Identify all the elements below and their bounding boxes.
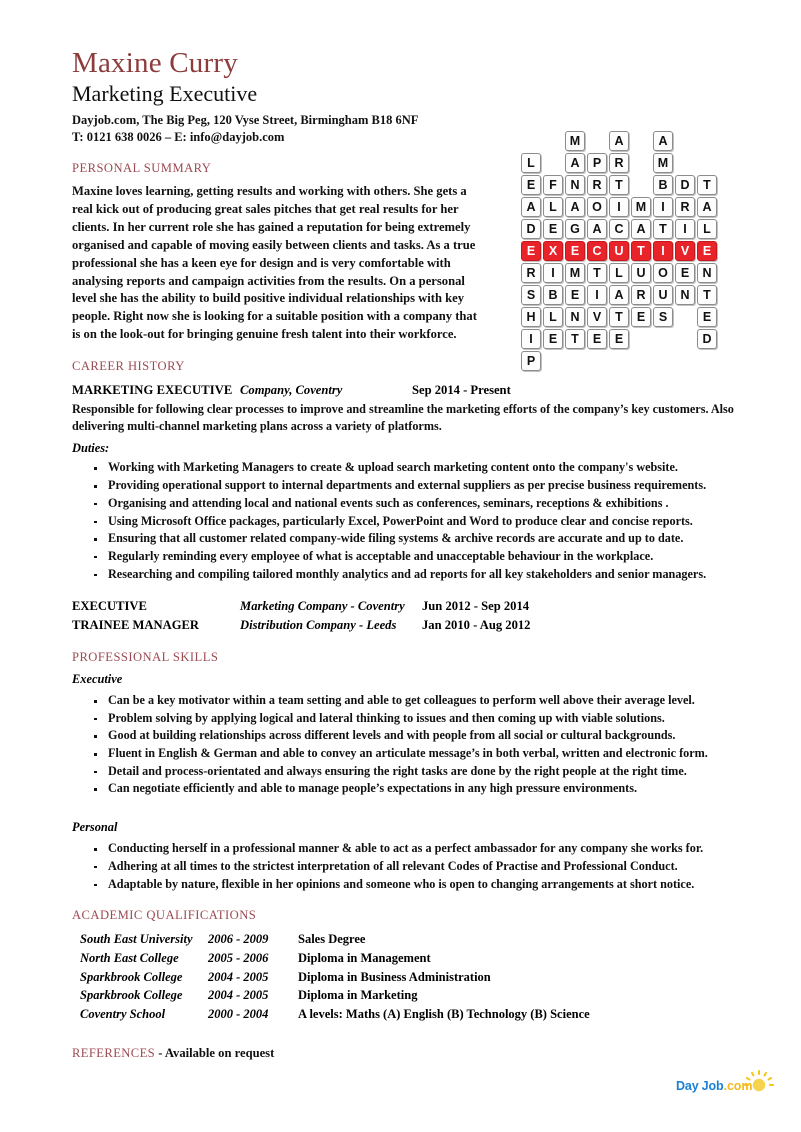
- crossword-cell: A: [587, 219, 607, 239]
- crossword-cell: N: [675, 285, 695, 305]
- crossword-cell: R: [521, 263, 541, 283]
- crossword-cell: G: [565, 219, 585, 239]
- crossword-cell: T: [609, 307, 629, 327]
- crossword-cell: M: [565, 131, 585, 151]
- list-item: Using Microsoft Office packages, particularly Excel, PowerPoint and Word to produce clear and concise reports.: [94, 513, 739, 531]
- crossword-cell: I: [609, 197, 629, 217]
- crossword-cell: E: [521, 241, 541, 261]
- crossword-cell: O: [587, 197, 607, 217]
- dayjob-logo: [676, 1072, 772, 1102]
- academic-school: Coventry School: [80, 1007, 166, 1022]
- academic-years: 2005 - 2006: [208, 950, 269, 965]
- executive-skills-list: [72, 692, 739, 798]
- crossword-cell: T: [697, 285, 717, 305]
- previous-job-title: TRAINEE MANAGER: [72, 618, 199, 633]
- crossword-cell: L: [543, 307, 563, 327]
- crossword-cell: R: [609, 153, 629, 173]
- current-job-title: MARKETING EXECUTIVE: [72, 383, 233, 397]
- candidate-job-title: Marketing Executive: [72, 81, 258, 107]
- crossword-cell: U: [653, 285, 673, 305]
- crossword-cell: E: [631, 307, 651, 327]
- academic-school: Sparkbrook College: [80, 969, 183, 984]
- current-job-description: Responsible for following clear processes to improve and streamline the marketing efforts of the company’s key customers. Also delivering multi-channel marketing plans across a variety of platforms.: [72, 402, 734, 433]
- list-item: Researching and compiling tailored monthly analytics and ad reports for all key stakeholders and senior managers.: [94, 566, 739, 584]
- skills-group-label-executive: Executive: [72, 672, 123, 687]
- crossword-cell: I: [587, 285, 607, 305]
- crossword-cell: P: [587, 153, 607, 173]
- section-heading-professional-skills: PROFESSIONAL SKILLS: [72, 650, 219, 665]
- crossword-cell: T: [565, 329, 585, 349]
- academic-years: 2004 - 2005: [208, 969, 269, 984]
- crossword-cell: M: [653, 153, 673, 173]
- academic-years: 2004 - 2005: [208, 988, 269, 1003]
- crossword-cell: E: [565, 241, 585, 261]
- previous-job-row: [72, 597, 739, 616]
- crossword-graphic: [521, 131, 721, 368]
- table-row: [72, 930, 739, 949]
- academic-school: Sparkbrook College: [80, 988, 183, 1003]
- crossword-cell: D: [697, 329, 717, 349]
- dayjob-logo-text: [676, 1079, 752, 1093]
- duties-label: Duties:: [72, 441, 110, 456]
- crossword-cell: H: [521, 307, 541, 327]
- crossword-cell: E: [543, 219, 563, 239]
- previous-job-company: Distribution Company - Leeds: [240, 618, 397, 633]
- crossword-cell: E: [675, 263, 695, 283]
- table-row: [72, 986, 739, 1005]
- crossword-cell: T: [653, 219, 673, 239]
- list-item: Providing operational support to internal departments and external suppliers as per precise business requirements.: [94, 477, 739, 495]
- crossword-cell: L: [697, 219, 717, 239]
- crossword-cell: A: [521, 197, 541, 217]
- logo-job: Job: [701, 1079, 724, 1093]
- list-item: Good at building relationships across different levels and with people from all social or cultural backgrounds.: [94, 727, 739, 745]
- list-item: Adhering at all times to the strictest interpretation of all relevant Codes of Practise and Professional Conduct.: [94, 858, 739, 876]
- crossword-cell: A: [653, 131, 673, 151]
- crossword-cell: R: [631, 285, 651, 305]
- current-job-dates: Sep 2014 - Present: [412, 383, 511, 397]
- crossword-cell: M: [565, 263, 585, 283]
- crossword-cell: P: [521, 351, 541, 371]
- crossword-cell: D: [675, 175, 695, 195]
- crossword-cell: E: [697, 307, 717, 327]
- crossword-cell: D: [521, 219, 541, 239]
- crossword-cell: U: [631, 263, 651, 283]
- skills-group-label-personal: Personal: [72, 820, 118, 835]
- previous-job-company: Marketing Company - Coventry: [240, 599, 405, 614]
- list-item: Problem solving by applying logical and lateral thinking to issues and then coming up with viable solutions.: [94, 710, 739, 728]
- crossword-cell: L: [543, 197, 563, 217]
- crossword-cell: A: [565, 153, 585, 173]
- personal-skills-list: [72, 840, 739, 893]
- section-heading-academic-qualifications: ACADEMIC QUALIFICATIONS: [72, 908, 257, 923]
- crossword-cell: V: [675, 241, 695, 261]
- list-item: Organising and attending local and national events such as conferences, seminars, receptions & exhibitions .: [94, 495, 739, 513]
- crossword-cell: E: [543, 329, 563, 349]
- academic-table: [72, 930, 739, 1024]
- crossword-cell: I: [543, 263, 563, 283]
- crossword-cell: E: [609, 329, 629, 349]
- crossword-cell: T: [587, 263, 607, 283]
- crossword-cell: A: [631, 219, 651, 239]
- table-row: [72, 1005, 739, 1024]
- crossword-cell: E: [521, 175, 541, 195]
- crossword-cell: E: [697, 241, 717, 261]
- list-item: Adaptable by nature, flexible in her opinions and someone who is open to changing arrangements at short notice.: [94, 876, 739, 894]
- crossword-cell: A: [609, 285, 629, 305]
- previous-job-dates: Jun 2012 - Sep 2014: [422, 599, 530, 614]
- list-item: Regularly reminding every employee of what is acceptable and unacceptable behaviour in the workplace.: [94, 548, 739, 566]
- academic-award: Diploma in Marketing: [298, 988, 418, 1003]
- crossword-cell: E: [565, 285, 585, 305]
- previous-job-row: [72, 616, 739, 635]
- academic-school: South East University: [80, 932, 193, 947]
- crossword-cell: B: [653, 175, 673, 195]
- section-heading-personal-summary: PERSONAL SUMMARY: [72, 161, 212, 176]
- crossword-cell: L: [521, 153, 541, 173]
- academic-award: A levels: Maths (A) English (B) Technology (B) Science: [298, 1007, 590, 1022]
- crossword-cell: N: [565, 307, 585, 327]
- list-item: Fluent in English & German and able to convey an articulate message’s in both verbal, written and electronic form.: [94, 745, 739, 763]
- current-job-row: [72, 381, 739, 399]
- crossword-cell: O: [653, 263, 673, 283]
- references-line: [72, 1046, 739, 1061]
- academic-school: North East College: [80, 950, 179, 965]
- personal-summary-text: Maxine loves learning, getting results and working with others. She gets a real kick out of producing great sales pitches that get real results for her clients. In her current role she has gained a reputation for being extremely organised and capable of moving easily between clients and tasks. As a true professional she has a keen eye for design and is very comfortable with analysing reports and campaign activities from the results. On a personal level she has the ability to build positive individual relationships with key people. Right now she is looking for a suitable position with a company that is on the look-out for bringing genuine fresh talent into their workforce.: [72, 184, 477, 342]
- list-item: Detail and process-orientated and always ensuring the right tasks are done by the right people at the right time.: [94, 763, 739, 781]
- academic-years: 2006 - 2009: [208, 932, 269, 947]
- candidate-name: Maxine Curry: [72, 47, 238, 79]
- contact-address: Dayjob.com, The Big Peg, 120 Vyse Street, Birmingham B18 6NF: [72, 112, 419, 127]
- list-item: Conducting herself in a professional manner & able to act as a perfect ambassador for any company she works for.: [94, 840, 739, 858]
- current-job-company: Company, Coventry: [240, 383, 343, 397]
- duties-list: [72, 459, 739, 583]
- section-heading-career-history: CAREER HISTORY: [72, 359, 185, 373]
- crossword-cell: X: [543, 241, 563, 261]
- table-row: [72, 949, 739, 968]
- table-row: [72, 968, 739, 987]
- crossword-cell: T: [631, 241, 651, 261]
- crossword-cell: R: [587, 175, 607, 195]
- crossword-cell: S: [521, 285, 541, 305]
- previous-job-dates: Jan 2010 - Aug 2012: [422, 618, 531, 633]
- list-item: Ensuring that all customer related company-wide filing systems & archive records are accurate and up to date.: [94, 530, 739, 548]
- references-label: REFERENCES: [72, 1045, 156, 1060]
- academic-years: 2000 - 2004: [208, 1007, 269, 1022]
- crossword-cell: I: [675, 219, 695, 239]
- crossword-cell: V: [587, 307, 607, 327]
- crossword-cell: E: [587, 329, 607, 349]
- list-item: Can be a key motivator within a team setting and able to get colleagues to perform well above their average level.: [94, 692, 739, 710]
- contact-phone-email: T: 0121 638 0026 – E: info@dayjob.com: [72, 129, 285, 144]
- crossword-cell: N: [697, 263, 717, 283]
- list-item: Can negotiate efficiently and able to manage people’s expectations in any high pressure environments.: [94, 780, 739, 798]
- crossword-cell: U: [609, 241, 629, 261]
- crossword-cell: T: [697, 175, 717, 195]
- logo-com: .com: [723, 1079, 753, 1093]
- academic-award: Diploma in Business Administration: [298, 969, 491, 984]
- crossword-cell: F: [543, 175, 563, 195]
- academic-award: Sales Degree: [298, 932, 366, 947]
- references-value: - Available on request: [158, 1045, 275, 1060]
- crossword-cell: B: [543, 285, 563, 305]
- logo-day: Day: [676, 1079, 699, 1093]
- crossword-cell: C: [587, 241, 607, 261]
- crossword-cell: A: [565, 197, 585, 217]
- previous-job-title: EXECUTIVE: [72, 599, 147, 614]
- crossword-cell: R: [675, 197, 695, 217]
- crossword-cell: T: [609, 175, 629, 195]
- crossword-cell: I: [653, 241, 673, 261]
- crossword-cell: A: [609, 131, 629, 151]
- crossword-cell: I: [521, 329, 541, 349]
- list-item: Working with Marketing Managers to create & upload search marketing content onto the company's website.: [94, 459, 739, 477]
- crossword-cell: M: [631, 197, 651, 217]
- crossword-cell: S: [653, 307, 673, 327]
- academic-award: Diploma in Management: [298, 950, 431, 965]
- crossword-cell: A: [697, 197, 717, 217]
- crossword-cell: L: [609, 263, 629, 283]
- crossword-cell: I: [653, 197, 673, 217]
- crossword-cell: N: [565, 175, 585, 195]
- crossword-cell: C: [609, 219, 629, 239]
